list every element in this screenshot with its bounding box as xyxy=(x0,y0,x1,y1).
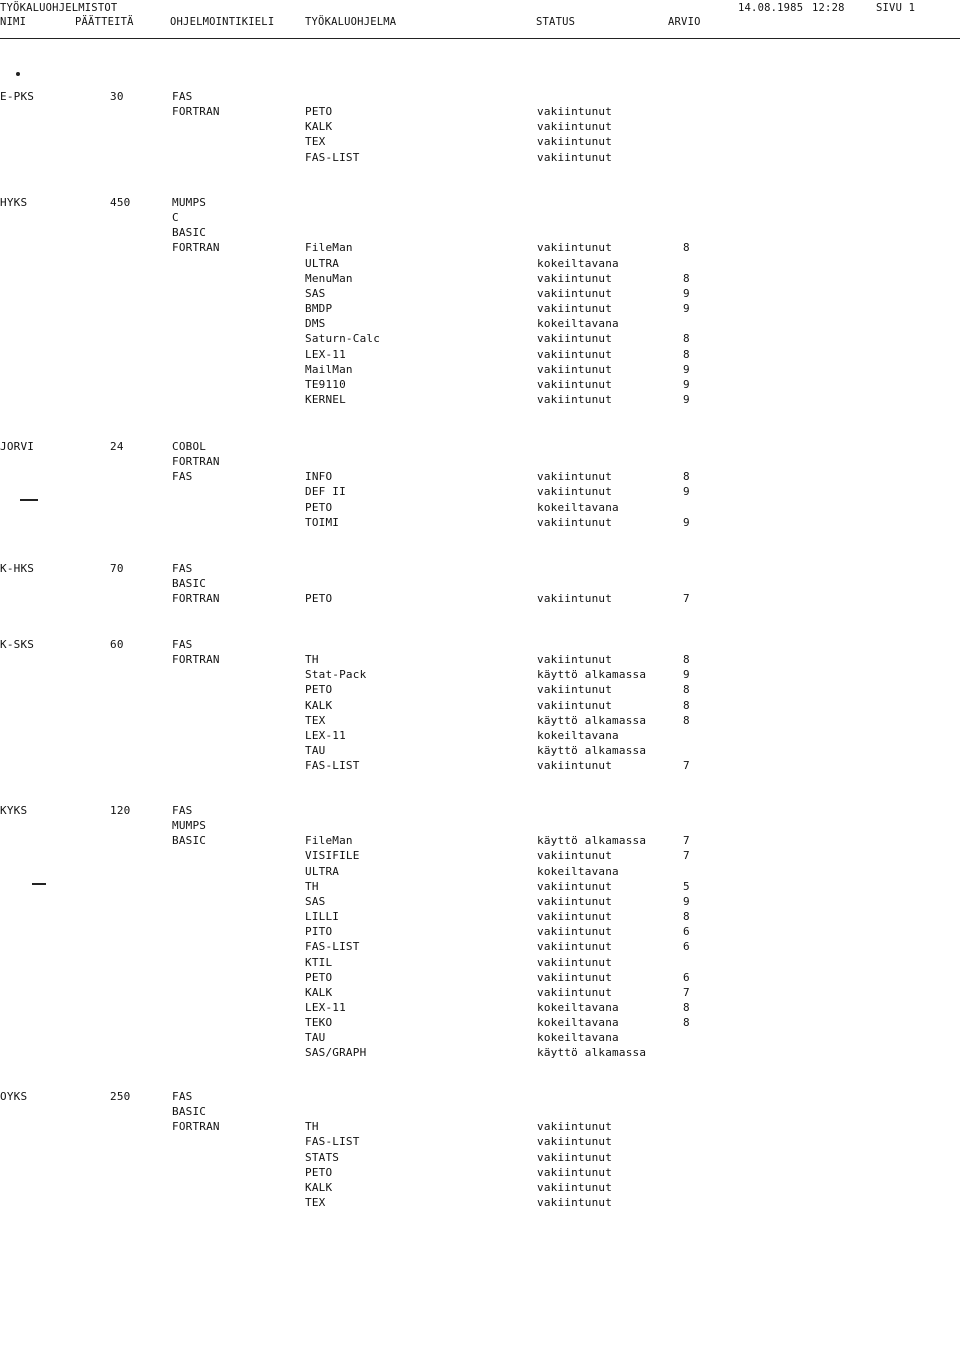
tool-name: PITO xyxy=(305,925,333,938)
report-title: TYÖKALUOHJELMISTOT xyxy=(0,2,118,14)
tool-name: PETO xyxy=(305,105,333,118)
tool-rating: 9 xyxy=(683,378,690,391)
tool-name: FAS-LIST xyxy=(305,759,360,772)
group-name: KYKS xyxy=(0,804,28,817)
tool-status: vakiintunut xyxy=(537,287,613,300)
tool-name: KALK xyxy=(305,120,333,133)
tool-rating: 8 xyxy=(683,653,690,666)
header-rule xyxy=(0,38,960,39)
tool-status: vakiintunut xyxy=(537,940,613,953)
tool-status: vakiintunut xyxy=(537,956,613,969)
tool-status: vakiintunut xyxy=(537,683,613,696)
language-item: BASIC xyxy=(172,834,207,847)
tool-rating: 9 xyxy=(683,895,690,908)
tool-name: KALK xyxy=(305,986,333,999)
tool-status: vakiintunut xyxy=(537,332,613,345)
tool-rating: 6 xyxy=(683,925,690,938)
column-header-languages: OHJELMOINTIKIELI xyxy=(170,16,275,28)
tool-status: vakiintunut xyxy=(537,516,613,529)
tool-name: SAS xyxy=(305,895,326,908)
language-item: FORTRAN xyxy=(172,653,220,666)
tool-status: vakiintunut xyxy=(537,925,613,938)
report-time: 12:28 xyxy=(812,2,845,14)
tool-rating: 9 xyxy=(683,287,690,300)
tool-status: vakiintunut xyxy=(537,1196,613,1209)
tool-rating: 9 xyxy=(683,302,690,315)
tool-name: FAS-LIST xyxy=(305,1135,360,1148)
tool-name: TH xyxy=(305,653,319,666)
group-name: K-HKS xyxy=(0,562,35,575)
tool-name: BMDP xyxy=(305,302,333,315)
tool-status: vakiintunut xyxy=(537,1135,613,1148)
language-item: BASIC xyxy=(172,1105,207,1118)
tool-status: vakiintunut xyxy=(537,1166,613,1179)
tool-rating: 9 xyxy=(683,668,690,681)
language-item: FORTRAN xyxy=(172,241,220,254)
language-item: MUMPS xyxy=(172,819,207,832)
tool-name: TE9110 xyxy=(305,378,346,391)
margin-mark xyxy=(20,499,38,501)
terminal-count: 24 xyxy=(110,440,124,453)
tool-status: vakiintunut xyxy=(537,393,613,406)
language-item: FAS xyxy=(172,804,193,817)
tool-rating: 8 xyxy=(683,683,690,696)
tool-status: vakiintunut xyxy=(537,849,613,862)
tool-status: vakiintunut xyxy=(537,363,613,376)
tool-status: vakiintunut xyxy=(537,135,613,148)
tool-status: käyttö alkamassa xyxy=(537,744,647,757)
tool-name: TEX xyxy=(305,714,326,727)
tool-name: TAU xyxy=(305,744,326,757)
language-item: MUMPS xyxy=(172,196,207,209)
tool-rating: 9 xyxy=(683,363,690,376)
tool-name: FAS-LIST xyxy=(305,151,360,164)
tool-status: kokeiltavana xyxy=(537,501,619,514)
tool-status: vakiintunut xyxy=(537,470,613,483)
tool-status: vakiintunut xyxy=(537,653,613,666)
tool-status: vakiintunut xyxy=(537,151,613,164)
tool-name: TOIMI xyxy=(305,516,340,529)
terminal-count: 30 xyxy=(110,90,124,103)
tool-rating: 9 xyxy=(683,516,690,529)
language-item: FORTRAN xyxy=(172,1120,220,1133)
report-date: 14.08.1985 xyxy=(738,2,804,14)
tool-status: vakiintunut xyxy=(537,592,613,605)
tool-name: KALK xyxy=(305,1181,333,1194)
tool-name: PETO xyxy=(305,971,333,984)
tool-status: vakiintunut xyxy=(537,120,613,133)
tool-status: vakiintunut xyxy=(537,880,613,893)
tool-name: SAS/GRAPH xyxy=(305,1046,367,1059)
language-item: FAS xyxy=(172,1090,193,1103)
tool-name: STATS xyxy=(305,1151,340,1164)
tool-name: MenuMan xyxy=(305,272,353,285)
tool-rating: 7 xyxy=(683,986,690,999)
tool-status: vakiintunut xyxy=(537,759,613,772)
language-item: COBOL xyxy=(172,440,207,453)
tool-status: kokeiltavana xyxy=(537,1016,619,1029)
tool-name: DEF II xyxy=(305,485,346,498)
tool-name: LEX-11 xyxy=(305,1001,346,1014)
language-item: FAS xyxy=(172,90,193,103)
tool-name: LEX-11 xyxy=(305,729,346,742)
terminal-count: 120 xyxy=(110,804,131,817)
tool-status: vakiintunut xyxy=(537,986,613,999)
tool-name: TEX xyxy=(305,135,326,148)
margin-mark xyxy=(16,72,20,76)
column-header-terminals: PÄÄTTEITÄ xyxy=(75,16,134,28)
column-header-name: NIMI xyxy=(0,16,27,28)
language-item: BASIC xyxy=(172,226,207,239)
tool-status: käyttö alkamassa xyxy=(537,668,647,681)
tool-name: FAS-LIST xyxy=(305,940,360,953)
tool-status: käyttö alkamassa xyxy=(537,714,647,727)
tool-name: DMS xyxy=(305,317,326,330)
column-header-status: STATUS xyxy=(536,16,576,28)
tool-rating: 9 xyxy=(683,393,690,406)
tool-status: vakiintunut xyxy=(537,348,613,361)
tool-status: vakiintunut xyxy=(537,1120,613,1133)
group-name: HYKS xyxy=(0,196,28,209)
tool-rating: 8 xyxy=(683,470,690,483)
tool-name: TH xyxy=(305,1120,319,1133)
tool-name: Saturn-Calc xyxy=(305,332,381,345)
tool-name: TH xyxy=(305,880,319,893)
tool-status: vakiintunut xyxy=(537,1151,613,1164)
tool-status: vakiintunut xyxy=(537,895,613,908)
tool-rating: 6 xyxy=(683,940,690,953)
terminal-count: 250 xyxy=(110,1090,131,1103)
tool-status: vakiintunut xyxy=(537,105,613,118)
tool-rating: 8 xyxy=(683,241,690,254)
tool-status: kokeiltavana xyxy=(537,257,619,270)
tool-rating: 8 xyxy=(683,714,690,727)
tool-name: PETO xyxy=(305,592,333,605)
language-item: FAS xyxy=(172,638,193,651)
tool-name: KALK xyxy=(305,699,333,712)
tool-status: vakiintunut xyxy=(537,302,613,315)
tool-status: kokeiltavana xyxy=(537,1031,619,1044)
tool-status: vakiintunut xyxy=(537,971,613,984)
terminal-count: 450 xyxy=(110,196,131,209)
language-item: BASIC xyxy=(172,577,207,590)
tool-name: MailMan xyxy=(305,363,353,376)
tool-rating: 8 xyxy=(683,272,690,285)
tool-name: TAU xyxy=(305,1031,326,1044)
tool-name: Stat-Pack xyxy=(305,668,367,681)
tool-rating: 8 xyxy=(683,1016,690,1029)
language-item: C xyxy=(172,211,179,224)
group-name: JORVI xyxy=(0,440,35,453)
group-name: E-PKS xyxy=(0,90,35,103)
tool-status: käyttö alkamassa xyxy=(537,834,647,847)
tool-name: LEX-11 xyxy=(305,348,346,361)
tool-rating: 8 xyxy=(683,699,690,712)
report-page: SIVU 1 xyxy=(876,2,916,14)
tool-rating: 8 xyxy=(683,348,690,361)
tool-name: PETO xyxy=(305,501,333,514)
tool-status: kokeiltavana xyxy=(537,1001,619,1014)
tool-name: VISIFILE xyxy=(305,849,360,862)
tool-name: PETO xyxy=(305,1166,333,1179)
tool-rating: 5 xyxy=(683,880,690,893)
tool-rating: 7 xyxy=(683,759,690,772)
group-name: K-SKS xyxy=(0,638,35,651)
tool-rating: 7 xyxy=(683,849,690,862)
tool-status: vakiintunut xyxy=(537,485,613,498)
tool-status: vakiintunut xyxy=(537,241,613,254)
language-item: FORTRAN xyxy=(172,105,220,118)
language-item: FAS xyxy=(172,470,193,483)
tool-rating: 6 xyxy=(683,971,690,984)
tool-name: SAS xyxy=(305,287,326,300)
tool-name: ULTRA xyxy=(305,257,340,270)
language-item: FAS xyxy=(172,562,193,575)
tool-name: PETO xyxy=(305,683,333,696)
language-item: FORTRAN xyxy=(172,455,220,468)
tool-status: kokeiltavana xyxy=(537,729,619,742)
tool-name: KERNEL xyxy=(305,393,346,406)
tool-name: TEX xyxy=(305,1196,326,1209)
language-item: FORTRAN xyxy=(172,592,220,605)
tool-name: FileMan xyxy=(305,241,353,254)
tool-status: kokeiltavana xyxy=(537,865,619,878)
tool-rating: 8 xyxy=(683,332,690,345)
terminal-count: 70 xyxy=(110,562,124,575)
tool-rating: 9 xyxy=(683,485,690,498)
tool-status: vakiintunut xyxy=(537,910,613,923)
terminal-count: 60 xyxy=(110,638,124,651)
tool-name: INFO xyxy=(305,470,333,483)
group-name: OYKS xyxy=(0,1090,28,1103)
tool-status: vakiintunut xyxy=(537,378,613,391)
tool-status: vakiintunut xyxy=(537,1181,613,1194)
tool-name: ULTRA xyxy=(305,865,340,878)
tool-status: kokeiltavana xyxy=(537,317,619,330)
tool-name: KTIL xyxy=(305,956,333,969)
tool-rating: 7 xyxy=(683,834,690,847)
tool-rating: 7 xyxy=(683,592,690,605)
tool-status: vakiintunut xyxy=(537,699,613,712)
tool-name: FileMan xyxy=(305,834,353,847)
tool-status: käyttö alkamassa xyxy=(537,1046,647,1059)
tool-name: LILLI xyxy=(305,910,340,923)
tool-status: vakiintunut xyxy=(537,272,613,285)
tool-rating: 8 xyxy=(683,910,690,923)
tool-name: TEKO xyxy=(305,1016,333,1029)
column-header-rating: ARVIO xyxy=(668,16,701,28)
tool-rating: 8 xyxy=(683,1001,690,1014)
column-header-tool: TYÖKALUOHJELMA xyxy=(305,16,397,28)
margin-mark xyxy=(32,883,46,885)
